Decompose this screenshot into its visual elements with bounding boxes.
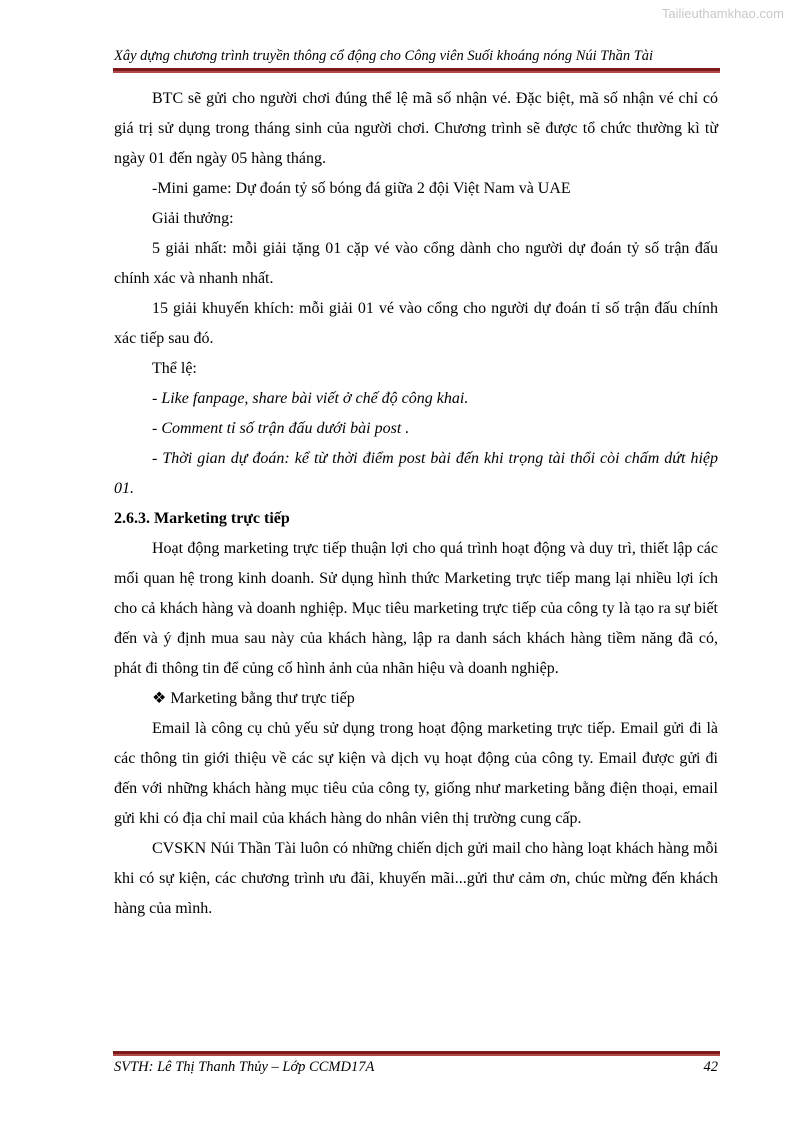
page-number: 42 <box>703 1059 718 1075</box>
section-heading: 2.6.3. Marketing trực tiếp <box>114 510 290 527</box>
header-divider <box>113 68 720 71</box>
rule-comment: - Comment tỉ số trận đấu dưới bài post . <box>152 420 410 437</box>
subheading-direct-mail: ❖ Marketing bằng thư trực tiếp <box>152 690 355 707</box>
paragraph-mini-game: -Mini game: Dự đoán tỷ số bóng đá giữa 2 đội Việt Nam và UAE <box>152 180 571 197</box>
page-content <box>114 84 718 924</box>
paragraph-consolation-prize: 15 giải khuyến khích: mỗi giải 01 vé vào cổng cho người dự đoán tỉ số trận đấu chính xác tiếp sau đó. <box>114 300 718 347</box>
footer-divider <box>113 1051 720 1054</box>
footer-author: SVTH: Lê Thị Thanh Thủy – Lớp CCMD17A <box>114 1059 375 1075</box>
rule-prediction-time: - Thời gian dự đoán: kể từ thời điểm post bài đến khi trọng tài thổi còi chấm dứt hiệp 01. <box>114 450 718 497</box>
watermark: Tailieuthamkhao.com <box>661 6 784 21</box>
paragraph-cvskn-campaigns: CVSKN Núi Thần Tài luôn có những chiến dịch gửi mail cho hàng loạt khách hàng mỗi khi có sự kiện, các chương trình ưu đãi, khuyến mãi...gửi thư cảm ơn, chúc mừng đến khách hàng của mình. <box>114 840 718 917</box>
paragraph-rules-label: Thể lệ: <box>152 360 197 377</box>
paragraph-first-prize: 5 giải nhất: mỗi giải tặng 01 cặp vé vào cổng dành cho người dự đoán tỷ số trận đấu chính xác và nhanh nhất. <box>114 240 718 287</box>
rule-like-share: - Like fanpage, share bài viết ở chế độ công khai. <box>152 390 469 407</box>
paragraph-ticket-rules: BTC sẽ gửi cho người chơi đúng thể lệ mã số nhận vé. Đặc biệt, mã số nhận vé chỉ có giá trị sử dụng trong tháng sinh của người chơi. Chương trình sẽ được tổ chức thường kì từ ngày 01 đến ngày 05 hàng tháng. <box>114 90 718 167</box>
paragraph-email: Email là công cụ chủ yếu sử dụng trong hoạt động marketing trực tiếp. Email gửi đi là các thông tin giới thiệu về các sự kiện và dịch vụ hoạt động của công ty. Email được gửi đi đến với những khách hàng mục tiêu của công ty, giống như marketing bằng điện thoại, email gửi khi có địa chỉ mail của khách hàng do nhân viên thị trường cung cấp. <box>114 720 718 827</box>
paragraph-prizes-label: Giải thưởng: <box>152 210 234 227</box>
page-header-title: Xây dựng chương trình truyền thông cổ động cho Công viên Suối khoáng nóng Núi Thần Tài <box>114 48 654 64</box>
paragraph-direct-marketing: Hoạt động marketing trực tiếp thuận lợi cho quá trình hoạt động và duy trì, thiết lập các mối quan hệ trong kinh doanh. Sử dụng hình thức Marketing trực tiếp mang lại nhiều lợi ích cho cả khách hàng và doanh nghiệp. Mục tiêu marketing trực tiếp của công ty là tạo ra sự biết đến và ý định mua sau này của khách hàng, lập ra danh sách khách hàng tiềm năng đã có, phát đi thông tin để củng cố hình ảnh của nhãn hiệu và doanh nghiệp. <box>114 540 718 677</box>
